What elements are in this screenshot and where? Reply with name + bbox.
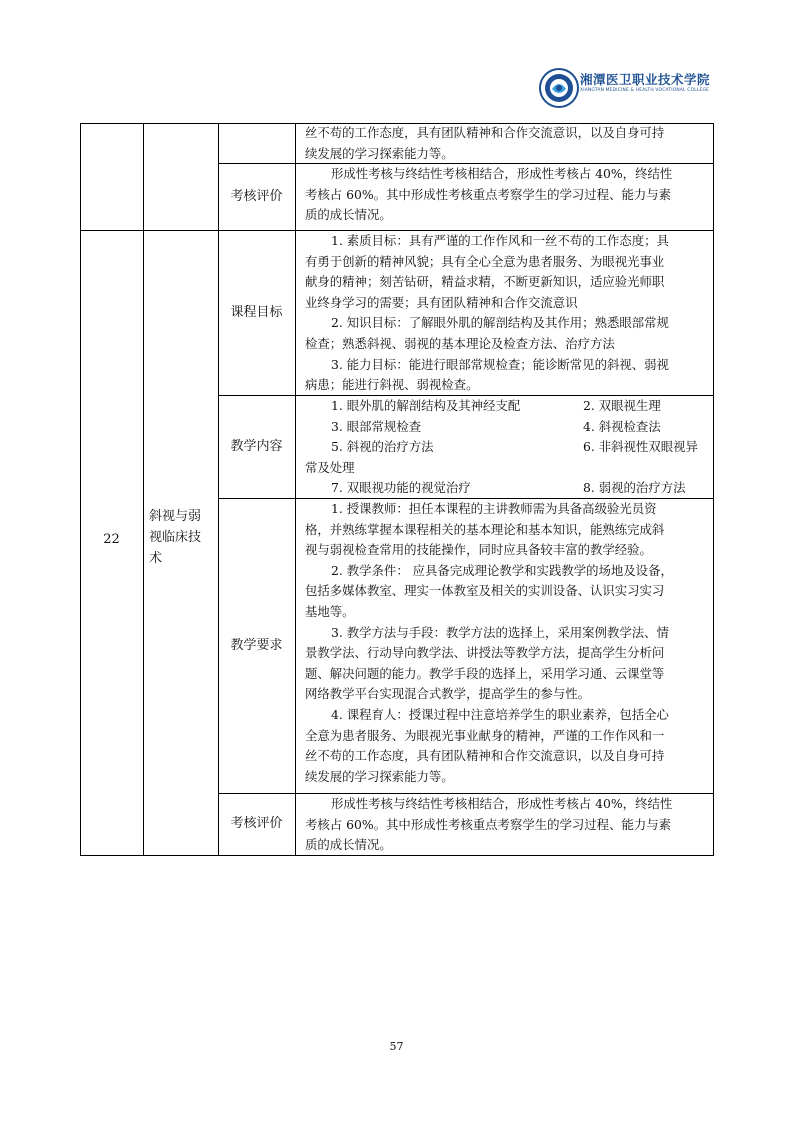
course-number: 22 bbox=[103, 532, 120, 547]
course-name-line: 斜视与弱 bbox=[149, 509, 202, 524]
text-line: 2. 知识目标：了解眼外肌的解剖结构及其作用；熟悉眼部常规 bbox=[331, 315, 669, 331]
list-item: 3. 眼部常规检查 bbox=[331, 418, 422, 434]
list-item: 常及处理 bbox=[305, 459, 355, 475]
list-item: 4. 斜视检查法 bbox=[583, 418, 661, 434]
continued-assessment-label: 考核评价 bbox=[230, 188, 283, 204]
text-line: 形成性考核与终结性考核相结合，形成性考核占 40%，终结性 bbox=[331, 166, 673, 181]
list-row bbox=[305, 478, 710, 499]
list-item: 2. 双眼视生理 bbox=[583, 398, 661, 413]
text-line: 题、解决问题的能力。教学手段的选择上，采用学习通、云课堂等 bbox=[305, 665, 665, 681]
text-line: 格，并熟练掌握本课程相关的基本理论和基本知识，能熟练完成斜 bbox=[305, 521, 665, 537]
school-name: 湘潭医卫职业技术学院 bbox=[580, 72, 711, 87]
list-item: 5. 斜视的治疗方法 bbox=[331, 439, 434, 455]
text-line: 4. 课程育人：授课过程中注意培养学生的职业素养，包括全心 bbox=[331, 706, 669, 722]
list-item: 8. 弱视的治疗方法 bbox=[583, 480, 686, 496]
goals-text bbox=[305, 231, 710, 396]
text-line: 考核占 60%。其中形成性考核重点考察学生的学习过程、能力与素 bbox=[305, 816, 672, 832]
content-label: 教学内容 bbox=[230, 438, 283, 454]
text-line: 2. 教学条件： 应具备完成理论教学和实践教学的场地及设备， bbox=[331, 562, 673, 578]
course-name-line: 视临床技 bbox=[149, 530, 202, 545]
list-item: 6. 非斜视性双眼视异 bbox=[583, 439, 698, 455]
assessment-text bbox=[305, 794, 710, 856]
text-line: 丝不苟的工作态度，具有团队精神和合作交流意识，以及自身可持 bbox=[305, 748, 665, 764]
list-row bbox=[305, 396, 710, 417]
text-line: 献身的精神；刻苦钻研，精益求精，不断更新知识，适应验光师职 bbox=[305, 274, 665, 290]
text-line: 质的成长情况。 bbox=[305, 207, 392, 223]
text-line: 续发展的学习探索能力等。 bbox=[305, 145, 454, 161]
course-name bbox=[143, 506, 218, 569]
school-name-en: XIANGTAN MEDICINE & HEALTH VOCATIONAL COLLEGE bbox=[580, 88, 710, 93]
text-line: 1. 素质目标：具有严谨的工作作风和一丝不苟的工作态度；具 bbox=[331, 233, 669, 248]
assessment-label: 考核评价 bbox=[230, 816, 283, 831]
text-line: 有勇于创新的精神风貌；具有全心全意为患者服务、为眼视光事业 bbox=[305, 253, 665, 269]
text-line: 视与弱视检查常用的技能操作，同时应具备较丰富的教学经验。 bbox=[305, 542, 652, 558]
text-line: 考核占 60%。其中形成性考核重点考察学生的学习过程、能力与素 bbox=[305, 186, 672, 202]
list-row bbox=[305, 417, 710, 438]
continued-requirements-text bbox=[305, 123, 710, 164]
goals-label: 课程目标 bbox=[230, 304, 283, 320]
text-line: 网络教学平台实现混合式教学，提高学生的参与性。 bbox=[305, 686, 590, 702]
text-line: 病患；能进行斜视、弱视检查。 bbox=[305, 377, 479, 393]
requirements-label: 教学要求 bbox=[230, 637, 283, 653]
text-line: 业终身学习的需要；具有团队精神和合作交流意识 bbox=[305, 294, 578, 310]
page-number: 57 bbox=[389, 1040, 404, 1053]
text-line: 景教学法、行动导向教学法、讲授法等教学方法，提高学生分析问 bbox=[305, 645, 665, 661]
text-line: 续发展的学习探索能力等。 bbox=[305, 768, 454, 784]
text-line: 形成性考核与终结性考核相结合，形成性考核占 40%，终结性 bbox=[331, 796, 673, 811]
list-row bbox=[305, 458, 710, 479]
text-line: 检查；熟悉斜视、弱视的基本理论及检查方法、治疗方法 bbox=[305, 335, 615, 351]
text-line: 3. 能力目标：能进行眼部常规检查；能诊断常见的斜视、弱视 bbox=[331, 356, 669, 372]
text-line: 1. 授课教师：担任本课程的主讲教师需为具备高级验光员资 bbox=[331, 501, 657, 516]
list-item: 1. 眼外肌的解剖结构及其神经支配 bbox=[331, 398, 521, 413]
text-line: 基地等。 bbox=[305, 603, 355, 619]
course-name-line: 术 bbox=[149, 551, 163, 566]
text-line: 包括多媒体教室、理实一体教室及相关的实训设备、认识实习实习 bbox=[305, 583, 665, 599]
text-line: 3. 教学方法与手段：教学方法的选择上，采用案例教学法、情 bbox=[331, 624, 669, 640]
continued-assessment-text bbox=[305, 164, 710, 226]
content-list bbox=[305, 396, 710, 499]
list-row bbox=[305, 437, 710, 458]
text-line: 丝不苟的工作态度，具有团队精神和合作交流意识，以及自身可持 bbox=[305, 125, 665, 140]
text-line: 全意为患者服务、为眼视光事业献身的精神，严谨的工作作风和一 bbox=[305, 727, 665, 743]
requirements-text bbox=[305, 499, 710, 787]
list-item: 7. 双眼视功能的视觉治疗 bbox=[331, 480, 471, 496]
text-line: 质的成长情况。 bbox=[305, 837, 392, 853]
